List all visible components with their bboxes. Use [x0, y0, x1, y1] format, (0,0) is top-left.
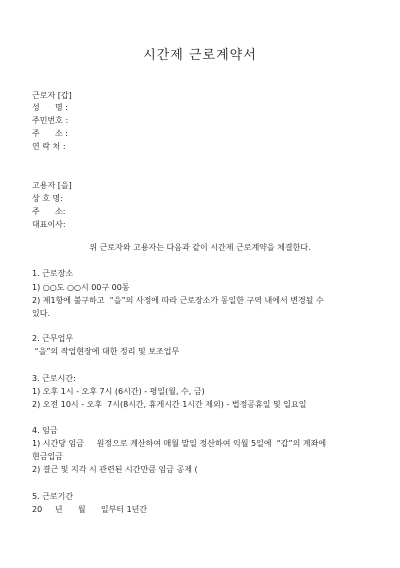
hours-line-1: 1) 오후 1시 - 오후 7시 (6시간) - 평일(월, 수, 금): [32, 387, 205, 396]
document-title: 시간제 근로계약서: [143, 48, 257, 63]
section-heading-workplace: 1. 근로장소: [32, 269, 74, 278]
employer-address-field: 주 소:: [32, 207, 66, 216]
employee-address-field: 주 소 :: [32, 129, 68, 138]
wage-line-2: 2) 결근 및 지각 시 관련된 시간만큼 임금 공제 (: [32, 465, 198, 474]
employer-ceo-field: 대표이사:: [32, 220, 66, 229]
wage-line-1: 1) 시간당 임금 원정으로 계산하여 매월 말일 정산하여 익월 5일에 “갑”의 계좌에: [32, 439, 327, 448]
hours-line-2: 2) 오전 10시 - 오후 7시(8시간, 휴게시간 1시간 제외) - 법정공휴일 및 일요일: [32, 400, 307, 409]
section-heading-hours: 3. 근로시간:: [32, 374, 76, 383]
workplace-line-2: 2) 제1항에 불구하고 “을”의 사정에 따라 근로장소가 동일한 구역 내에서 변경될 수: [32, 296, 324, 305]
intro-paragraph: 위 근로자와 고용자는 다음과 같이 시간제 근로계약을 체결한다.: [89, 243, 311, 252]
section-heading-period: 5. 근로기간: [32, 492, 74, 501]
employer-company-field: 상 호 명:: [32, 194, 63, 203]
employee-contact-field: 연 락 처 :: [32, 142, 66, 151]
section-heading-wage: 4. 임금: [32, 426, 58, 435]
employee-header: 근로자 [갑]: [32, 91, 72, 100]
period-line-1: 20 년 월 일부터 1년간: [32, 505, 148, 514]
workplace-line-1: 1) ○○도 ○○시 00구 00동: [32, 283, 130, 292]
employee-resident-id-field: 주민번호 :: [32, 116, 69, 125]
wage-line-1-cont: 현금입금: [32, 452, 63, 461]
section-heading-duties: 2. 근무업무: [32, 334, 74, 343]
workplace-line-2-cont: 있다.: [32, 309, 50, 318]
employer-header: 고용자 [을]: [32, 181, 72, 190]
employee-name-field: 성 명 :: [32, 103, 68, 112]
duties-line-1: “을”의 작업현장에 대한 정리 및 보조업무: [32, 347, 180, 356]
